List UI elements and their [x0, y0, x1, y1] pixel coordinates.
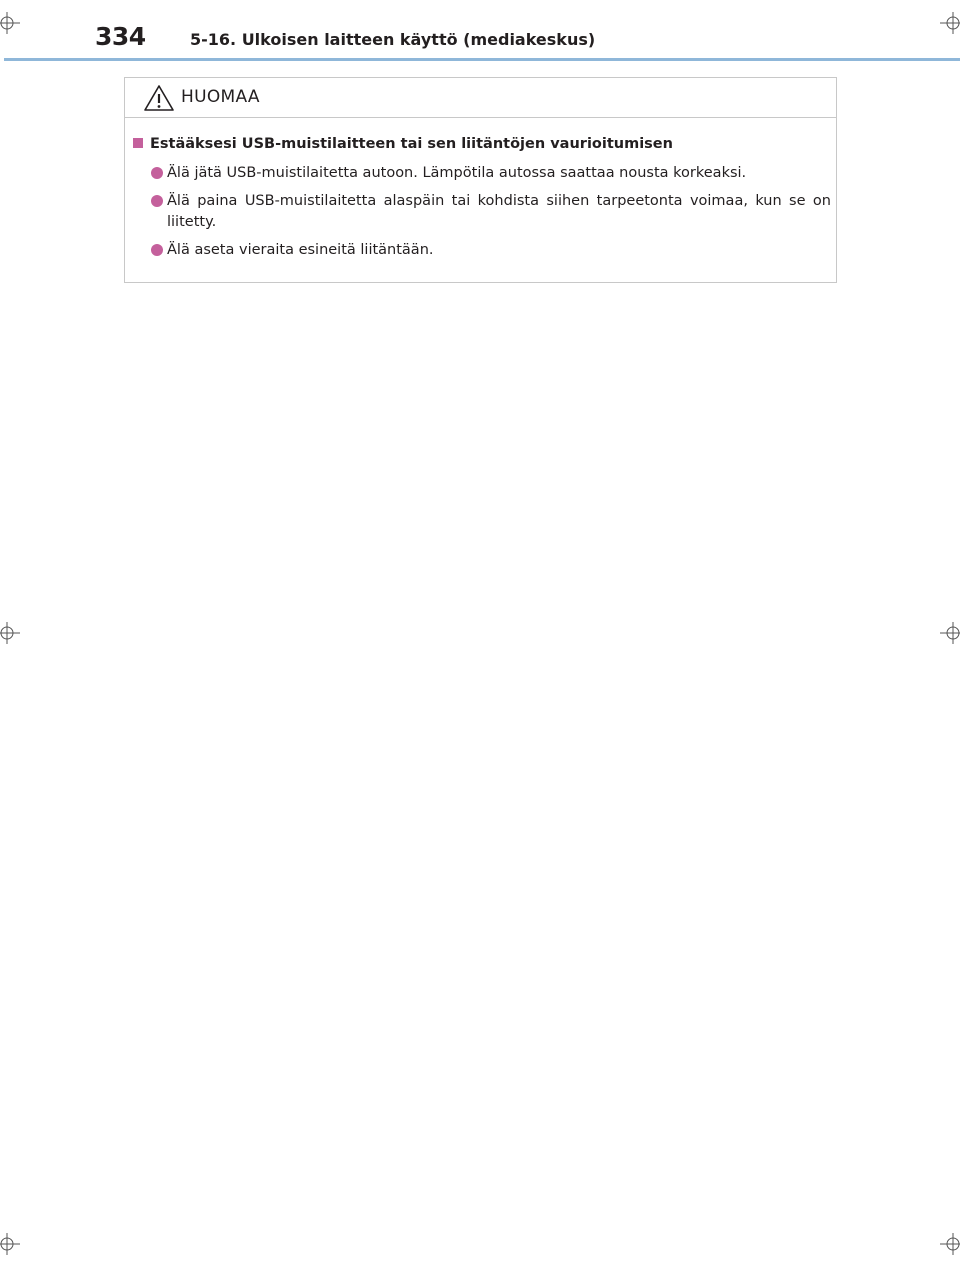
chapter-title: 5-16. Ulkoisen laitteen käyttö (mediakeskus)	[190, 30, 596, 49]
warning-triangle-icon	[143, 84, 175, 112]
notice-header	[125, 78, 836, 118]
list-item	[151, 240, 831, 261]
page-number: 334	[95, 22, 146, 51]
list-item	[151, 163, 831, 184]
square-bullet-icon	[133, 138, 143, 148]
round-bullet-icon	[151, 195, 163, 207]
round-bullet-icon	[151, 244, 163, 256]
notice-box	[124, 77, 837, 283]
notice-label: HUOMAA	[181, 87, 260, 107]
section-heading	[133, 136, 823, 152]
crop-mark-bottom-left	[0, 1233, 22, 1255]
crop-mark-top-right	[938, 12, 960, 34]
header-rule	[4, 58, 960, 61]
crop-mark-mid-right	[938, 622, 960, 644]
list-item	[151, 191, 831, 233]
crop-mark-bottom-right	[938, 1233, 960, 1255]
list-item-text: Älä paina USB-muistilaitetta alaspäin tai kohdista siihen tarpeetonta voimaa, kun se on liitetty.	[167, 193, 831, 230]
list-item-text: Älä aseta vieraita esineitä liitäntään.	[167, 242, 434, 258]
crop-mark-top-left	[0, 12, 22, 34]
round-bullet-icon	[151, 167, 163, 179]
crop-mark-mid-left	[0, 622, 22, 644]
list-item-text: Älä jätä USB-muistilaitetta autoon. Lämpötila autossa saattaa nousta korkeaksi.	[167, 165, 747, 181]
section-heading-text: Estääksesi USB-muistilaitteen tai sen liitäntöjen vaurioitumisen	[150, 136, 673, 152]
